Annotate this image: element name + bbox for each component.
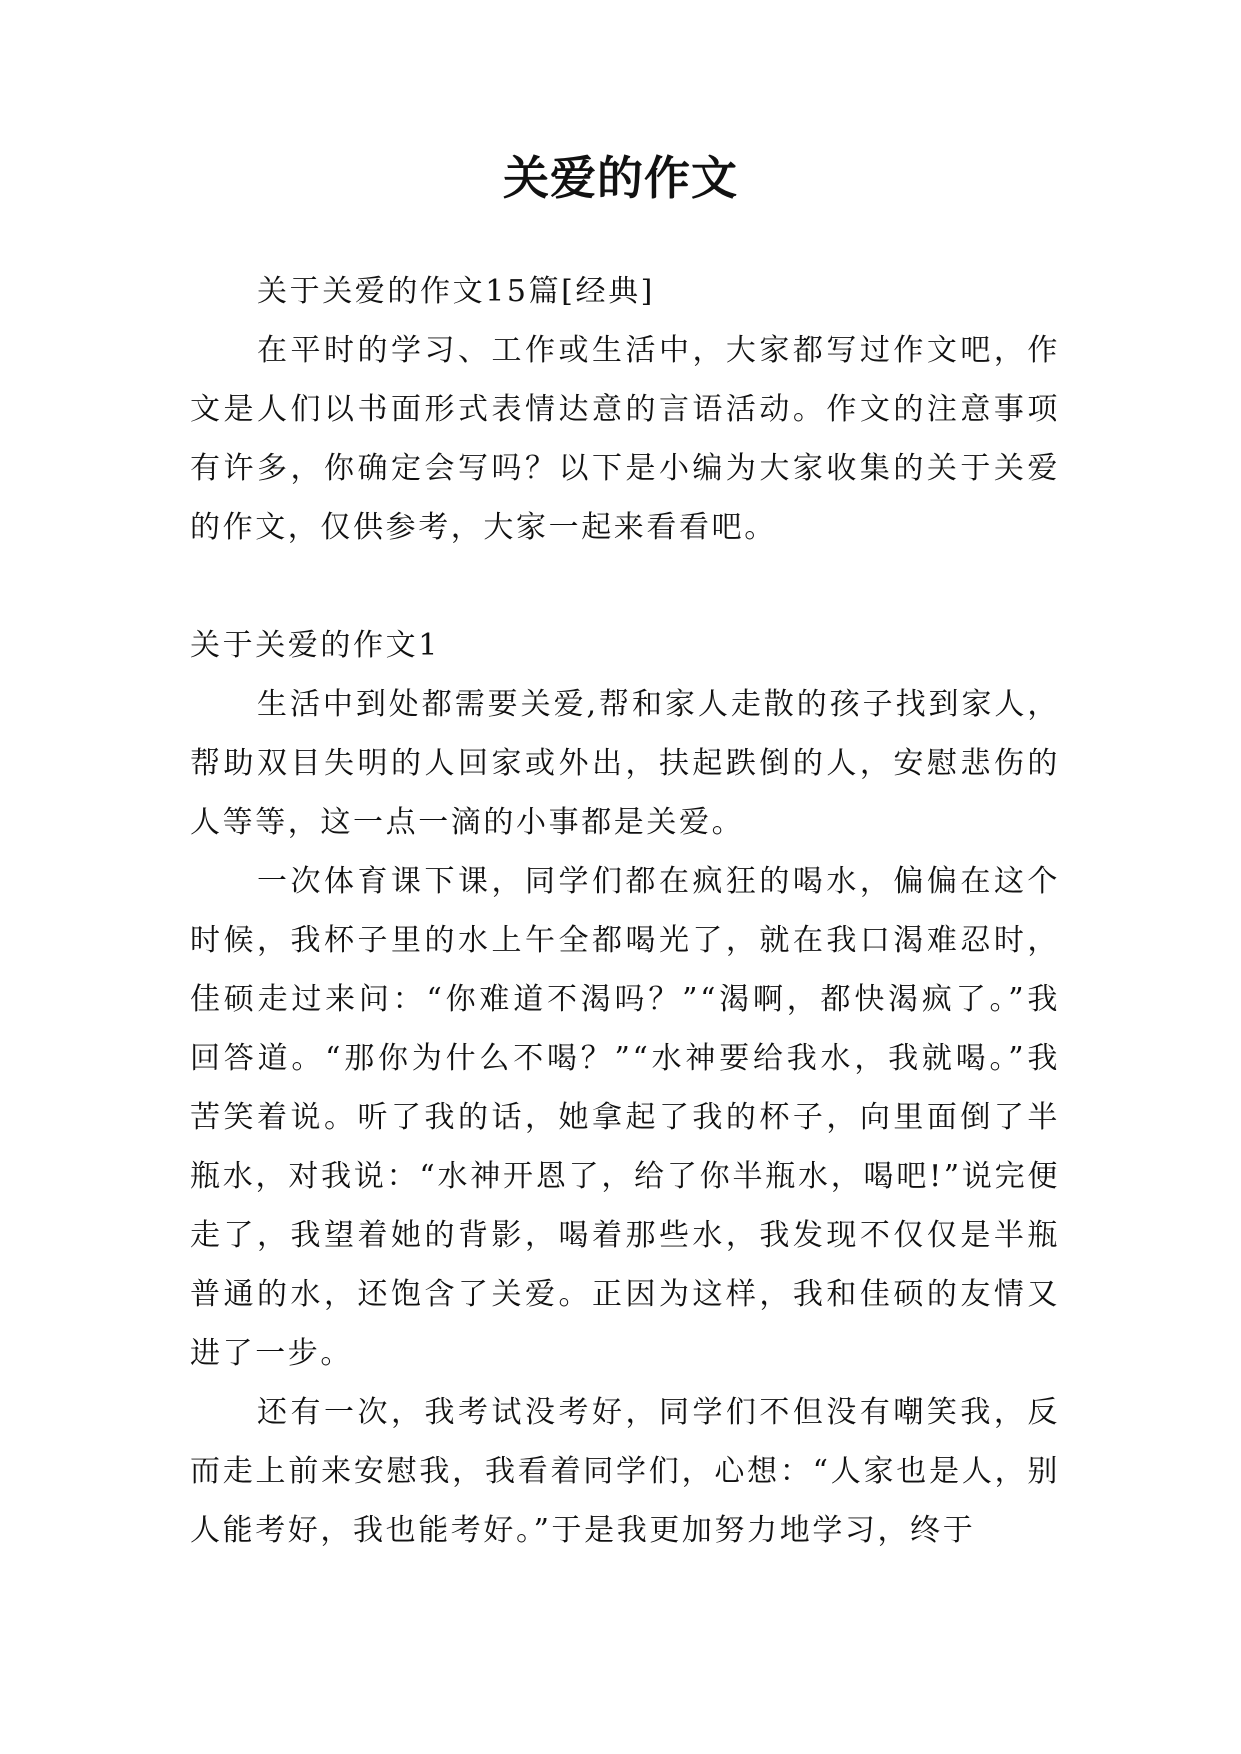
document-subtitle: 关于关爱的作文15篇[经典] bbox=[257, 274, 655, 309]
intro-paragraph: 在平时的学习、工作或生活中，大家都写过作文吧，作文是人们以书面形式表情达意的言语活动。作文的注意事项有许多，你确定会写吗？以下是小编为大家收集的关于关爱的作文，仅供参考，大家一起来看看吧。 bbox=[190, 333, 1060, 545]
section-spacer bbox=[190, 557, 1060, 616]
document-body bbox=[190, 262, 1060, 1560]
document-title: 关爱的作文 bbox=[503, 151, 738, 205]
body-paragraph-2: 一次体育课下课，同学们都在疯狂的喝水，偏偏在这个时候，我杯子里的水上午全都喝光了，就在我口渴难忍时，佳硕走过来问：“你难道不渴吗？”“渴啊，都快渴疯了。”我回答道。“那你为什么不喝？”“水神要给我水，我就喝。”我苦笑着说。听了我的话，她拿起了我的杯子，向里面倒了半瓶水，对我说：“水神开恩了，给了你半瓶水，喝吧!”说完便走了，我望着她的背影，喝着那些水，我发现不仅仅是半瓶普通的水，还饱含了关爱。正因为这样，我和佳硕的友情又进了一步。 bbox=[190, 864, 1060, 1371]
body-paragraph-3: 还有一次，我考试没考好，同学们不但没有嘲笑我，反而走上前来安慰我，我看着同学们，心想：“人家也是人，别人能考好，我也能考好。”于是我更加努力地学习，终于 bbox=[190, 1395, 1060, 1548]
section-heading: 关于关爱的作文1 bbox=[190, 628, 440, 663]
body-paragraph-1: 生活中到处都需要关爱,帮和家人走散的孩子找到家人，帮助双目失明的人回家或外出，扶起跌倒的人，安慰悲伤的人等等，这一点一滴的小事都是关爱。 bbox=[190, 687, 1060, 840]
